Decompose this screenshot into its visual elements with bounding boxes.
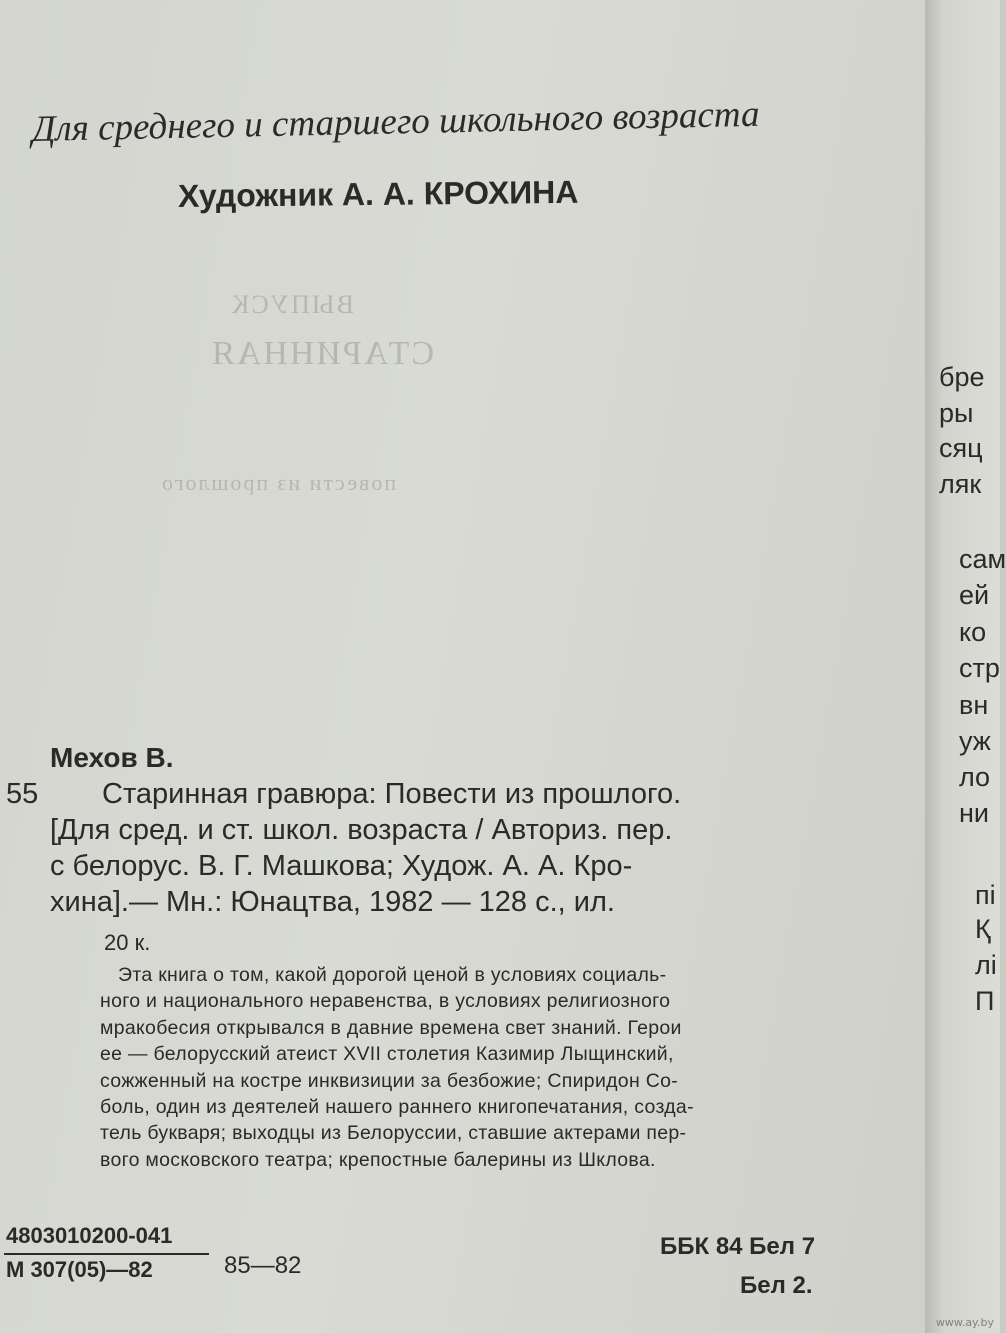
isbn-year: 85—82 — [224, 1252, 302, 1279]
isbn-block — [6, 1223, 209, 1283]
bbk-code: ББК 84 Бел 7 — [660, 1233, 816, 1260]
edge-fragment: сам — [959, 544, 1006, 574]
edge-fragment: пі — [975, 880, 996, 910]
isbn-code: М 307(05)—82 — [6, 1257, 153, 1282]
show-through-text: СТАРИННАЯ — [210, 335, 435, 372]
annotation — [100, 962, 880, 1173]
edge-fragment: ни — [959, 798, 989, 828]
show-through-text: ВЫПУСК — [230, 290, 354, 319]
bib-line: [Для сред. и ст. школ. возраста / Авториз. пер. — [50, 814, 673, 846]
annotation-line: сожженный на костре инквизиции за безбожие; Спиридон Со- — [100, 1069, 679, 1092]
edge-fragment: ры — [939, 398, 974, 428]
edge-fragment: лі — [975, 950, 997, 980]
edge-fragment: стр — [959, 653, 1000, 683]
bib-line: хина].— Мн.: Юнацтва, 1982 — 128 с., ил. — [50, 886, 615, 918]
edge-fragment: Қ — [975, 914, 991, 944]
bibliographic-description — [50, 776, 870, 920]
show-through-text: повести из прошлого — [160, 470, 397, 495]
bib-line: с белорус. В. Г. Машкова; Худож. А. А. Кро- — [50, 850, 633, 882]
annotation-line: Эта книга о том, какой дорогой ценой в условиях социаль- — [118, 964, 667, 986]
annotation-line: вого московского театра; крепостные балерины из Шклова. — [100, 1148, 656, 1171]
annotation-line: мракобесия открывался в давние времена свет знаний. Герои — [100, 1016, 682, 1039]
catalog-author: Мехов В. — [50, 742, 174, 773]
adjacent-page-edge — [925, 0, 1006, 1333]
edge-fragment: сяц — [939, 433, 983, 463]
annotation-line: тель букваря; выходцы из Белоруссии, ставшие актерами пер- — [100, 1122, 687, 1145]
edge-fragment: вн — [959, 690, 989, 720]
isbn-number: 4803010200-041 — [6, 1223, 173, 1248]
annotation-line: ного и национального неравенства, в условиях религиозного — [100, 990, 671, 1013]
bbk-code-secondary: Бел 2. — [740, 1272, 813, 1299]
artist-credit: Художник А. А. КРОХИНА — [177, 173, 579, 214]
edge-fragment: ей — [959, 580, 990, 610]
age-note: Для среднего и старшего школьного возраста — [31, 93, 760, 150]
edge-fragment: уж — [959, 726, 991, 756]
annotation-line: боль, один из деятелей нашего раннего книгопечатания, созда- — [100, 1096, 694, 1119]
edge-fragment: ло — [959, 762, 991, 792]
catalog-index: 55 — [6, 778, 39, 810]
edge-fragment: ко — [959, 617, 987, 647]
watermark: www.ay.by — [935, 1316, 994, 1329]
edge-fragment: ляк — [939, 469, 982, 499]
price: 20 к. — [104, 930, 151, 955]
bib-line: Старинная гравюра: Повести из прошлого. — [102, 778, 682, 810]
edge-fragment: П — [975, 986, 995, 1016]
annotation-line: ее — белорусский атеист XVII столетия Казимир Лыщинский, — [100, 1043, 674, 1066]
edge-fragment: бре — [939, 362, 985, 392]
